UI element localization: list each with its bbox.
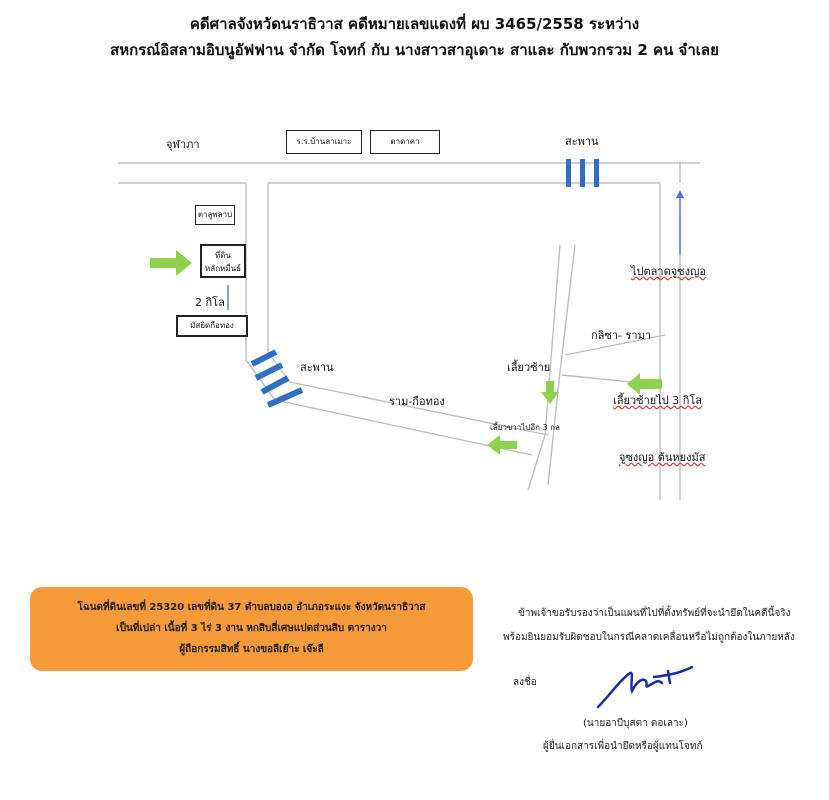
bridge-left-marks [252,352,302,405]
box-tadaka: ตาดาคา [370,130,440,154]
arrow-left-green-2 [487,435,517,455]
document-title-line1: คดีศาลจังหวัดนราธิวาส คดีหมายเลขแดงที่ ผบ 3465/2558 ระหว่าง [189,15,640,33]
bridge-top-bar [580,159,585,187]
label-pisa-rama: กลิซา- รามา [591,329,652,342]
label-to-market: ไปตลาดจูซงญอ [631,265,706,278]
certification-line2: พร้อมยินยอมรับผิดชอบในกรณีคลาดเคลื่อนหรือไม่ถูกต้องในภายหลัง [503,632,795,643]
box-mosque: มัสยิดกือทอง [176,315,248,337]
bridge-left-bar [256,365,282,378]
signer-role: ผู้ยื่นเอกสารเพื่อนำยึดหรือผู้แทนโจทก์ [543,741,703,752]
signature [590,655,700,715]
label-chulapha: จุฬาภา [166,138,200,151]
label-jusongyo: จูซงญอ ต้นหยงมัส [619,451,706,464]
label-bridge-top: สะพาน [565,135,599,148]
road-left-vertical [246,183,290,400]
land-title-info-box [30,587,473,671]
certification-line1: ข้าพเจ้าขอรับรองว่าเป็นแผนที่ไปที่ตั้งทรัพย์ที่จะนำยึดในคดีนี้จริง [518,608,791,619]
bridge-top-marks [566,159,599,187]
label-2km: 2 กิโล [195,296,225,309]
bridge-top-bar [594,159,599,187]
box-school: ร.ร.บ้านลาเมาะ [286,130,362,154]
up-arrow-head [676,190,684,198]
box-talupalab: ตาลูพลาบ [195,205,235,225]
bridge-top-bar [566,159,571,187]
bridge-left-bar [262,378,288,392]
label-bridge-left: สะพาน [300,361,334,374]
label-turn-left-3km: เลี้ยวซ้ายไป 3 กิโล [613,394,703,407]
info-line-area: เป็นที่เปล่า เนื้อที่ 3 ไร่ 3 งาน หกสิบสี่เศษแปดส่วนสิบ ตารางวา [116,623,387,634]
box-target-land: ที่ดิน หลักหมื่นธ์ [200,244,246,278]
sign-label: ลงชื่อ [513,677,537,688]
arrow-right-green [150,250,192,276]
document-title-line2: สหกรณ์อิสลามอิบนูอัฟฟาน จำกัด โจทก์ กับ นางสาวสาอุเดาะ สาและ กับพวกรวม 2 คน จำเลย [110,41,719,59]
label-turn-right-3: เลี้ยวขวาไปอีก 3 กล [490,423,560,432]
info-line-owner: ผู้ถือกรรมสิทธิ์ นางขอลีเย๊าะ เจ๊ะลี [179,644,324,655]
signer-name: (นายอาบีบุสตา ดอเลาะ) [583,718,688,729]
label-turn-left: เลี้ยวซ้าย [507,361,551,374]
info-line-title-deed: โฉนดที่ดินเลขที่ 25320 เลขที่ดิน 37 ตำบลบองอ อำเภอระแงะ จังหวัดนราธิวาส [77,602,426,613]
label-rama-kothong: ราม-กือทอง [389,395,445,408]
